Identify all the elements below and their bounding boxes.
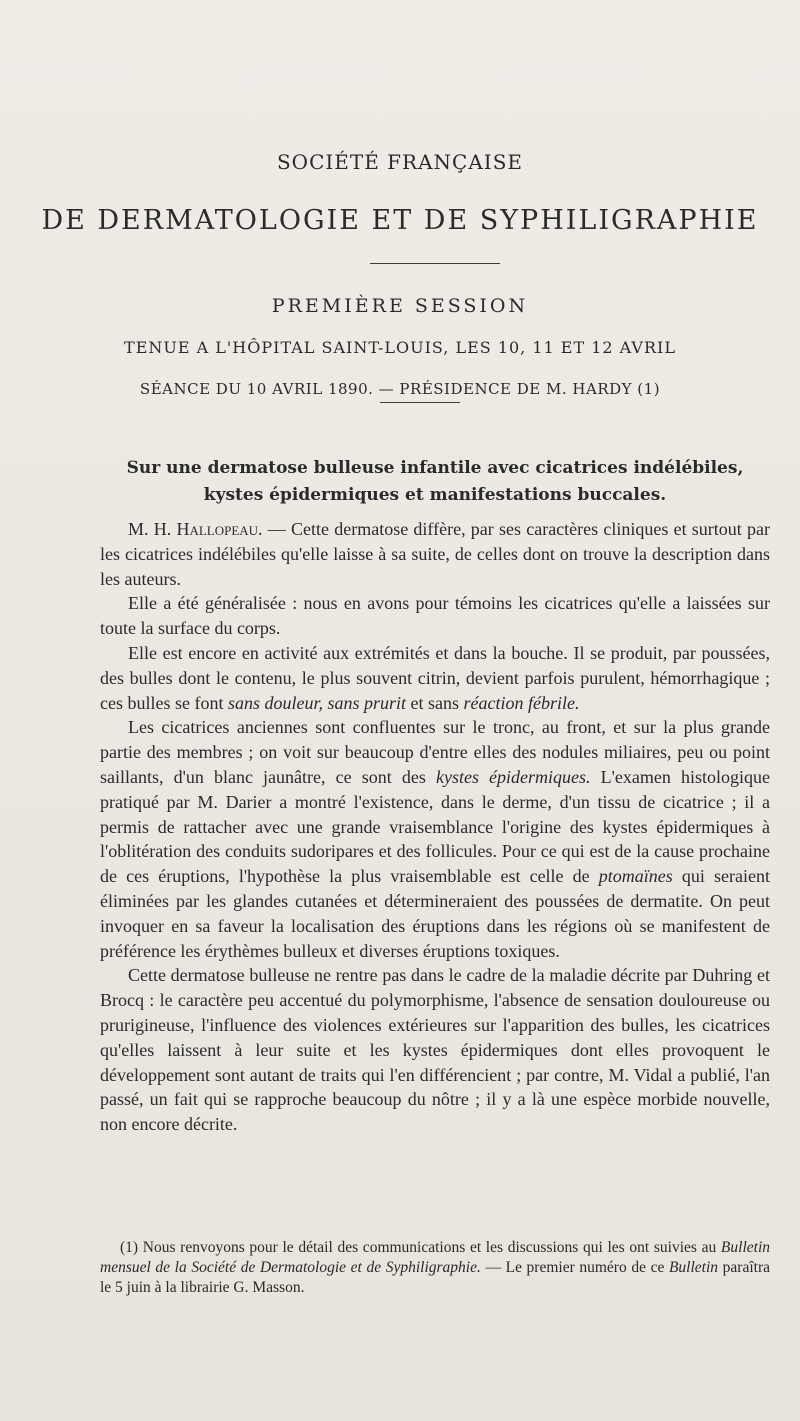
seance-line: SÉANCE DU 10 AVRIL 1890. — PRÉSIDENCE DE M. HARDY (1) xyxy=(139,380,661,398)
footnote-text-c: paraîtra le 5 juin à la librairie G. Masson. xyxy=(100,1259,770,1296)
footnote-text-a: (1) Nous renvoyons pour le détail des communications et les discussions qui les ont suivies au xyxy=(120,1239,721,1256)
paragraph-4-italic-a: kystes épidermiques. xyxy=(435,766,591,787)
footnote-text xyxy=(100,1238,770,1298)
footnote-text-b: — Le premier numéro de ce xyxy=(480,1259,669,1276)
article-title: Sur une dermatose bulleuse infantile avec cicatrices indélébiles, kystes épidermiques et manifestations buccales. xyxy=(126,458,744,505)
footnote xyxy=(100,1238,770,1298)
footnote-italic-b: Bulletin xyxy=(668,1259,719,1276)
paragraph-3-text-a: Elle est encore en activité aux extrémités et dans la bouche. Il se produit, par poussées, des bulles dont le contenu, le plus souvent citrin, devient parfois purulent, hémorrhagique ; ces bulles se font xyxy=(100,642,770,713)
paragraph-3 xyxy=(100,641,770,715)
paragraph-3-text-b: et sans xyxy=(406,692,464,713)
divider-rule xyxy=(370,263,500,264)
society-name-line1: SOCIÉTÉ FRANÇAISE xyxy=(276,150,524,174)
paragraph-4-text-c: qui seraient éliminées par les glandes cutanées et détermineraient des poussées de dermatite. On peut invoquer en sa faveur la localisation des éruptions dans les régions où se manifestent de préférence les érythèmes bulleux et diverses éruptions toxiques. xyxy=(100,866,770,961)
footnote-italic-a: Bulletin mensuel de la Société de Dermatologie et de Syphiligraphie. xyxy=(100,1239,770,1276)
paragraph-4-italic-b: ptomaïnes xyxy=(598,866,673,887)
paragraph-3-italic-a: sans douleur, sans prurit xyxy=(227,692,406,713)
paragraph-2: Elle a été généralisée : nous en avons pour témoins les cicatrices qu'elle a laissées sur toute la surface du corps. xyxy=(100,593,770,639)
divider-rule-short xyxy=(380,402,460,403)
paragraph-5: Cette dermatose bulleuse ne rentre pas dans le cadre de la maladie décrite par Duhring et Brocq : le caractère peu accentué du polymorphisme, l'absence de sensation douloureuse ou prurigineuse, l'influence des violences extérieures sur l'apparition des bulles, les cicatrices qu'elles laissent à leur suite et les kystes épidermiques dont elles provoquent le développement sont autant de traits qui l'en différencient ; par contre, M. Vidal a publié, l'an passé, un fait qui se rapproche beaucoup du nôtre ; il y a là une espèce morbide nouvelle, non encore décrite. xyxy=(100,965,770,1135)
article-body xyxy=(100,517,770,1137)
session-location-line: TENUE A L'HÔPITAL SAINT-LOUIS, LES 10, 11 ET 12 AVRIL xyxy=(124,338,676,357)
paragraph-1-text: — Cette dermatose diffère, par ses caractères cliniques et surtout par les cicatrices indélébiles qu'elle laisse à sa suite, de celles dont on trouve la description dans les auteurs. xyxy=(100,519,771,589)
paragraph-3-italic-b: réaction fébrile. xyxy=(463,692,580,713)
paragraph-4-text-a: Les cicatrices anciennes sont confluentes sur le tronc, au front, et sur la plus grande partie des membres ; on voit sur beaucoup d'entre elles des nodules miliaires, peu ou point saillants, d'un blanc jaunâtre, ce sont des xyxy=(100,717,770,787)
society-name-line2: DE DERMATOLOGIE ET DE SYPHILIGRAPHIE xyxy=(41,205,759,236)
paragraph-1 xyxy=(100,517,770,591)
session-heading: PREMIÈRE SESSION xyxy=(271,295,529,317)
author-name: M. H. Hallopeau. xyxy=(128,519,263,539)
paragraph-4 xyxy=(100,715,770,963)
paragraph-4-text-b: L'examen histologique pratiqué par M. Darier a montré l'existence, dans le derme, d'un tissu de cicatrice ; il a permis de rattacher avec une grande vraisemblance l'origine des kystes épidermiques à l'oblitération des conduits sudoripares et des follicules. Pour ce qui est de la cause prochaine de ces éruptions, l'hypothèse la plus vraisemblable est celle de xyxy=(100,766,770,887)
